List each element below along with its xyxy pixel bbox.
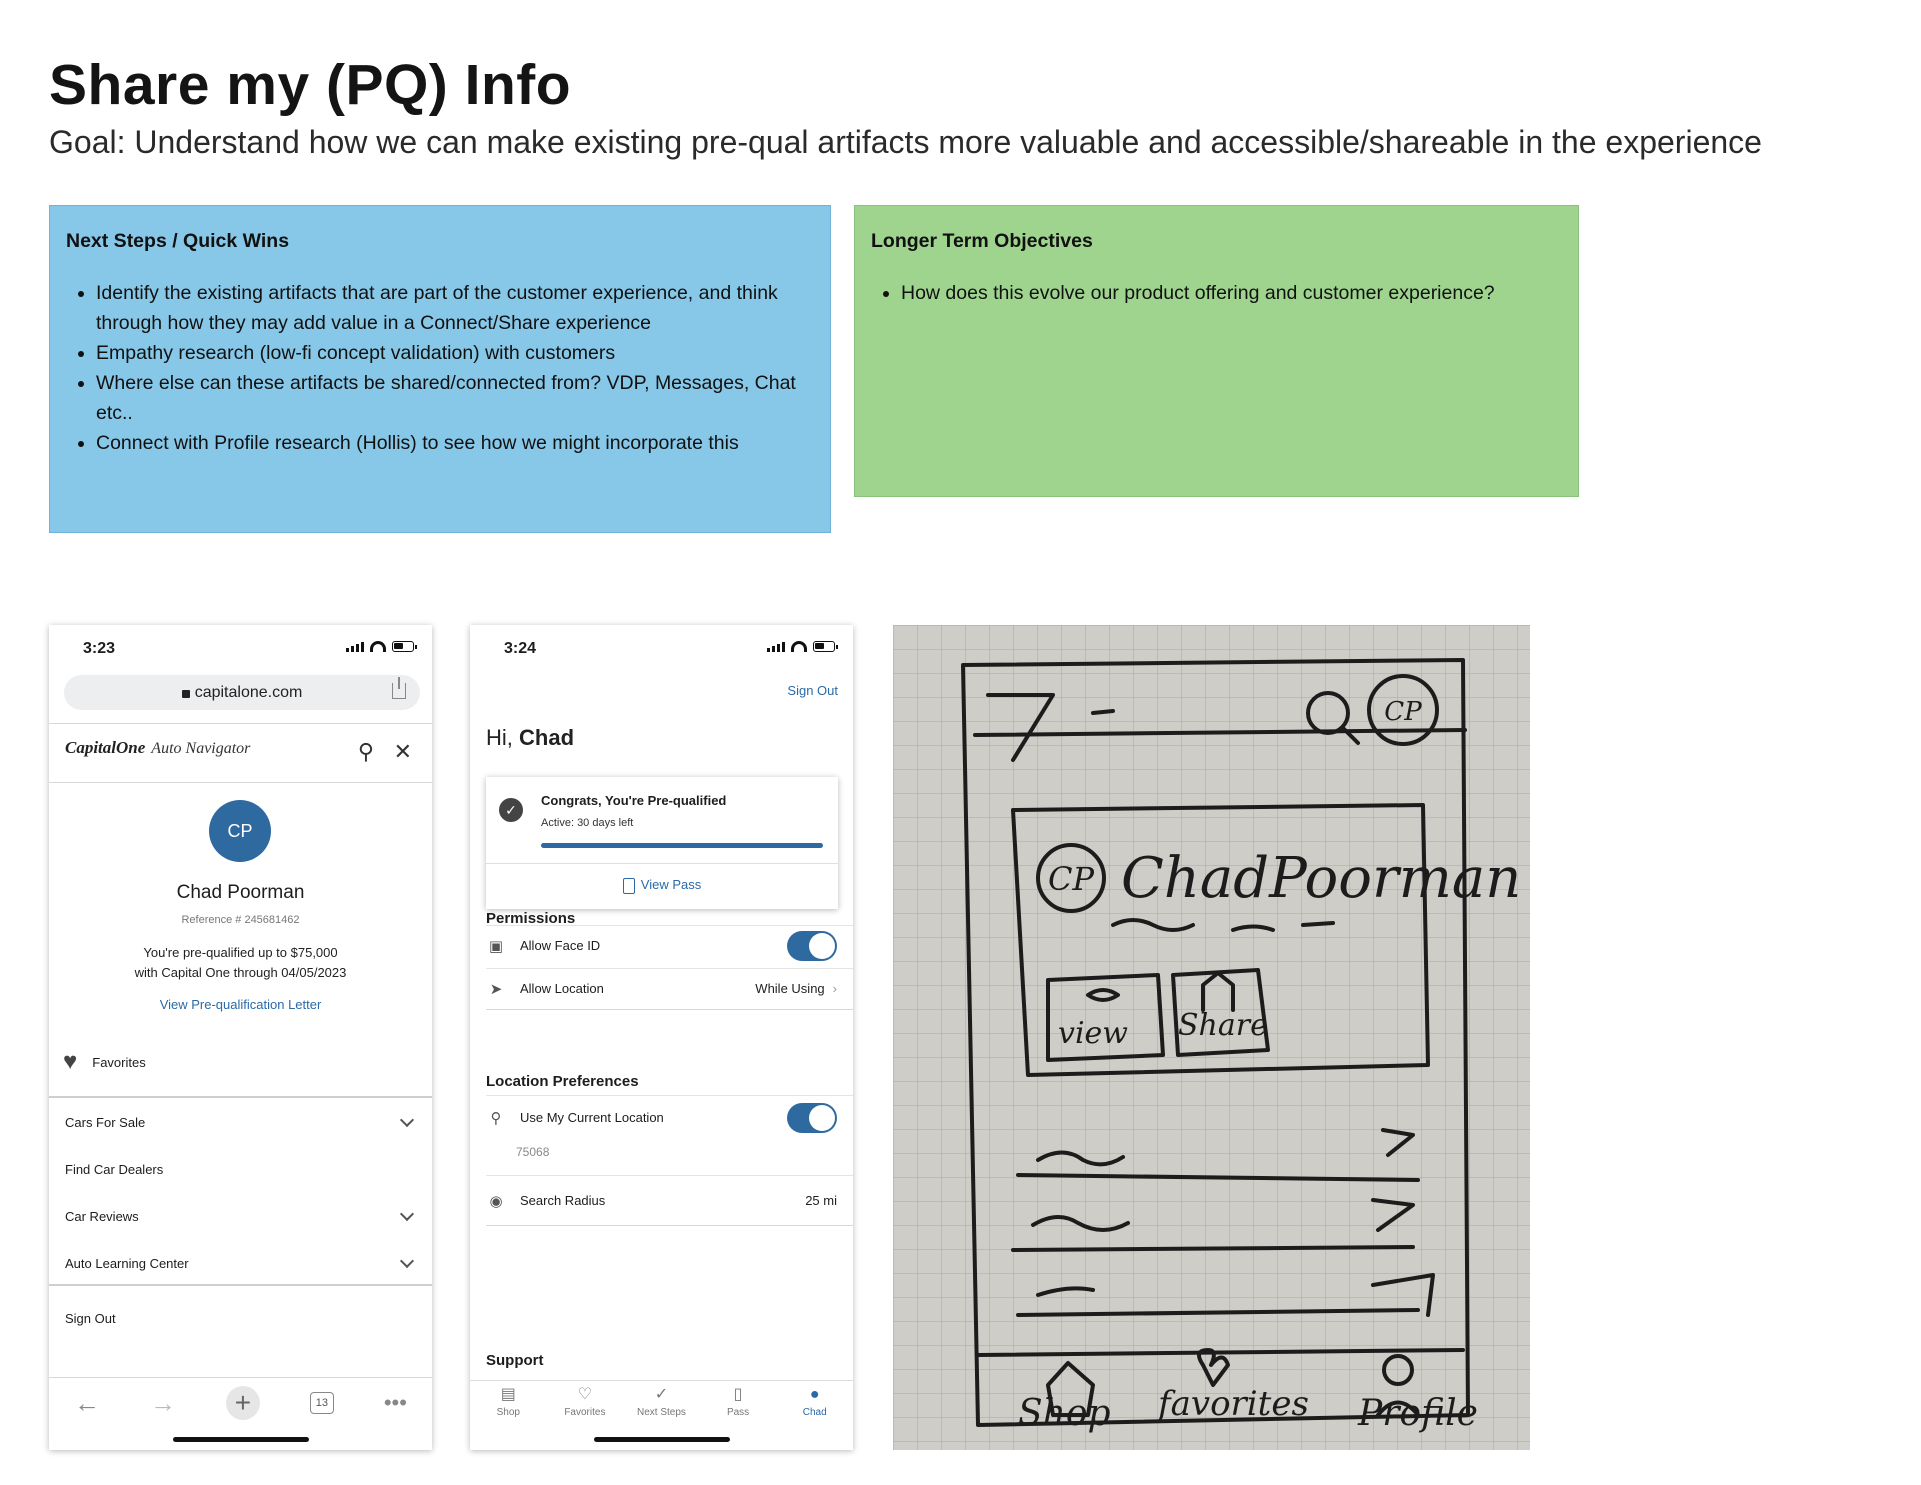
prequal-line-2: with Capital One through 04/05/2023 xyxy=(134,965,347,980)
location-label: Allow Location xyxy=(520,981,604,996)
menu-item-find-car-dealers[interactable] xyxy=(65,1162,416,1177)
tab-label: Next Steps xyxy=(637,1407,686,1418)
sign-out-label: Sign Out xyxy=(65,1311,116,1326)
brand-name: CapitalOne xyxy=(65,738,146,757)
profile-name: Chad Poorman xyxy=(176,882,305,903)
divider xyxy=(486,1225,853,1226)
check-circle-icon: ✓ xyxy=(654,1386,669,1403)
longer-term-title: Longer Term Objectives xyxy=(871,230,1093,252)
tab-label: Pass xyxy=(726,1407,750,1418)
list-item: • Where else can these artifacts be shared/connected from? VDP, Messages, Chat etc.. xyxy=(96,368,814,428)
lock-icon xyxy=(182,690,190,698)
favorites-label: Favorites xyxy=(92,1054,146,1070)
sketch-nav-shop: Shop xyxy=(1018,1393,1111,1434)
search-radius-row[interactable] xyxy=(486,1175,853,1225)
share-icon[interactable] xyxy=(392,683,406,699)
pass-icon xyxy=(623,878,635,894)
sketch-drawing xyxy=(893,625,1530,1450)
url-bar[interactable] xyxy=(64,675,420,710)
close-icon[interactable]: ✕ xyxy=(393,739,412,764)
phone-app-profile xyxy=(470,625,853,1450)
battery-icon xyxy=(392,641,414,652)
divider xyxy=(49,1096,432,1098)
prequal-card xyxy=(486,777,838,909)
app-tab-bar xyxy=(470,1380,853,1424)
list-item: • Empathy research (low-fi concept validation) with customers xyxy=(96,338,814,368)
divider xyxy=(49,723,432,724)
tab-label: Shop xyxy=(496,1407,520,1418)
view-pass-label: View Pass xyxy=(640,877,702,892)
location-arrow-icon: ➤ xyxy=(489,980,503,998)
menu-label: Find Car Dealers xyxy=(65,1162,164,1177)
sketch-avatar-initials: CP xyxy=(1047,860,1095,898)
sketch-name: ChadPoorman xyxy=(1121,846,1522,911)
status-time: 3:23 xyxy=(83,640,116,657)
progress-fill xyxy=(541,843,823,848)
longer-term-note xyxy=(854,205,1579,497)
list-item: • Connect with Profile research (Hollis) to see how we might incorporate this xyxy=(96,428,814,458)
wifi-icon xyxy=(791,641,807,652)
menu-label: Cars For Sale xyxy=(65,1115,146,1130)
permissions-title: Permissions xyxy=(486,910,576,927)
car-icon: ▤ xyxy=(500,1386,516,1403)
menu-item-auto-learning-center[interactable] xyxy=(65,1256,416,1271)
face-id-row xyxy=(486,925,853,965)
search-radius-label: Search Radius xyxy=(520,1193,606,1208)
status-icons xyxy=(767,641,835,652)
sketch-nav-favorites: favorites xyxy=(1158,1384,1309,1424)
reference-number: Reference # 245681462 xyxy=(181,914,300,926)
zip-code: 75068 xyxy=(516,1145,550,1159)
face-id-label: Allow Face ID xyxy=(520,938,601,953)
view-pass-button[interactable] xyxy=(486,877,838,894)
person-icon: ● xyxy=(809,1386,820,1403)
location-prefs-title: Location Preferences xyxy=(486,1073,639,1090)
favorites-row[interactable] xyxy=(63,1050,146,1074)
list-item: • Identify the existing artifacts that are part of the customer experience, and think through how they may add value in a Connect/Share experience xyxy=(96,278,814,338)
next-steps-title: Next Steps / Quick Wins xyxy=(66,230,290,252)
card-subtitle: Active: 30 days left xyxy=(541,817,634,829)
greeting xyxy=(486,725,574,751)
current-location-toggle[interactable] xyxy=(787,1103,837,1133)
greeting-hi: Hi, xyxy=(486,725,513,750)
pin-icon: ⚲ xyxy=(490,1109,502,1127)
signal-icon xyxy=(346,642,364,652)
divider xyxy=(486,1009,853,1010)
divider xyxy=(49,1377,432,1378)
paper-sketch xyxy=(893,625,1530,1450)
status-time: 3:24 xyxy=(504,640,537,657)
home-indicator xyxy=(173,1437,309,1442)
more-icon[interactable]: ••• xyxy=(383,1390,407,1415)
new-tab-icon[interactable]: + xyxy=(226,1386,260,1420)
check-icon: ✓ xyxy=(499,798,523,822)
prequal-summary xyxy=(49,943,432,983)
page-goal: Goal: Understand how we can make existing pre-qual artifacts more valuable and accessible/shareable in the experience xyxy=(49,124,1762,160)
status-icons xyxy=(346,641,414,652)
wifi-icon xyxy=(370,641,386,652)
chevron-down-icon xyxy=(400,1254,414,1268)
browser-toolbar xyxy=(49,1379,432,1427)
tab-label: Chad xyxy=(802,1407,827,1418)
sketch-view-button: view xyxy=(1058,1016,1128,1051)
greeting-name: Chad xyxy=(519,725,575,750)
card-title: Congrats, You're Pre-qualified xyxy=(541,793,727,808)
chevron-down-icon xyxy=(400,1207,414,1221)
menu-label: Auto Learning Center xyxy=(65,1256,189,1271)
sketch-avatar-initials: CP xyxy=(1384,697,1422,727)
brand-logo[interactable] xyxy=(65,738,250,758)
signal-icon xyxy=(767,642,785,652)
longer-term-list xyxy=(871,278,1562,308)
divider xyxy=(49,782,432,783)
sign-out-link[interactable] xyxy=(65,1311,416,1326)
search-radius-value: 25 mi xyxy=(805,1193,837,1208)
tab-favorites[interactable] xyxy=(555,1381,615,1424)
radius-icon: ◉ xyxy=(489,1192,503,1210)
url-text: capitalone.com xyxy=(194,683,303,701)
next-steps-list xyxy=(66,278,814,458)
tab-shop[interactable] xyxy=(478,1381,538,1424)
location-row[interactable] xyxy=(486,968,853,1008)
face-id-icon: ▣ xyxy=(488,937,504,955)
menu-item-cars-for-sale[interactable] xyxy=(65,1115,416,1130)
avatar: CP xyxy=(209,800,271,862)
forward-arrow-icon[interactable]: → xyxy=(149,1387,176,1418)
tab-label: Favorites xyxy=(564,1407,606,1418)
menu-item-car-reviews[interactable] xyxy=(65,1209,416,1224)
prequal-line-1: You're pre-qualified up to $75,000 xyxy=(143,945,338,960)
current-location-row xyxy=(486,1095,853,1139)
tab-profile[interactable] xyxy=(785,1381,845,1424)
search-icon[interactable]: ⚲ xyxy=(357,739,374,764)
location-value: While Using xyxy=(755,981,825,996)
days-progress-bar xyxy=(541,843,823,848)
current-location-label: Use My Current Location xyxy=(520,1110,664,1125)
brand-subtitle: Auto Navigator xyxy=(151,740,251,757)
tabs-icon[interactable]: 13 xyxy=(310,1392,334,1414)
support-title: Support xyxy=(486,1352,544,1369)
heart-icon: ♡ xyxy=(577,1386,593,1403)
home-indicator xyxy=(594,1437,730,1442)
list-item: • How does this evolve our product offering and customer experience? xyxy=(901,278,1562,308)
phone-web-profile xyxy=(49,625,432,1450)
battery-icon xyxy=(813,641,835,652)
divider xyxy=(486,863,838,864)
back-arrow-icon[interactable]: ← xyxy=(73,1387,100,1418)
tab-next-steps[interactable] xyxy=(631,1381,691,1424)
sketch-share-button: Share xyxy=(1178,1008,1268,1043)
chevron-right-icon: › xyxy=(832,981,837,996)
tab-pass[interactable] xyxy=(708,1381,768,1424)
prequal-letter-link[interactable]: View Pre-qualification Letter xyxy=(159,997,322,1012)
next-steps-note xyxy=(49,205,831,533)
menu-label: Car Reviews xyxy=(65,1209,139,1224)
page-title: Share my (PQ) Info xyxy=(49,53,572,117)
divider xyxy=(49,1284,432,1286)
sign-out-button[interactable]: Sign Out xyxy=(787,683,838,698)
chevron-down-icon xyxy=(400,1113,414,1127)
sketch-nav-profile: Profile xyxy=(1358,1393,1478,1434)
heart-icon: ♥ xyxy=(63,1048,78,1075)
face-id-toggle[interactable] xyxy=(787,931,837,961)
pass-icon: ▯ xyxy=(733,1386,743,1403)
